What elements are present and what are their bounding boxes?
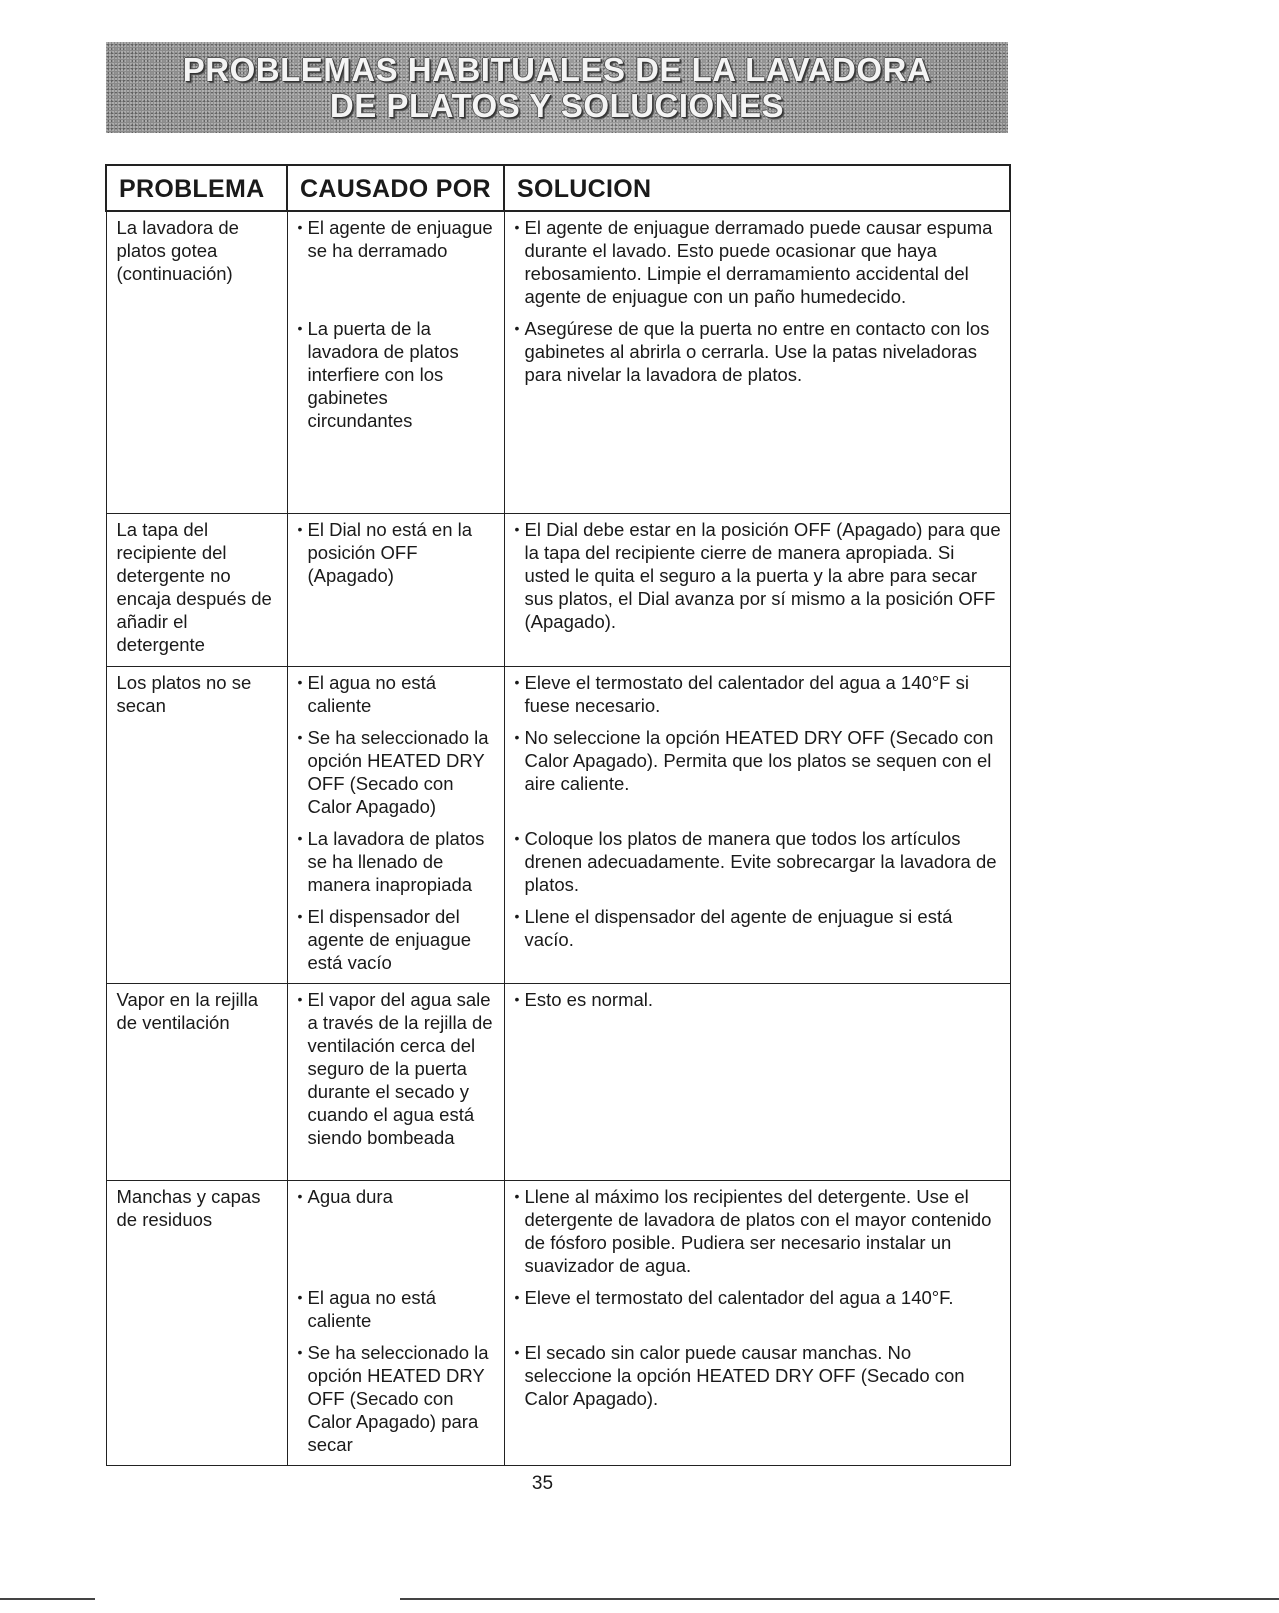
- cause-item: [298, 671, 498, 717]
- solution-text: El agente de enjuague derramado puede causar espuma durante el lavado. Esto puede ocasionar que haya rebosamiento. Limpie el derramamiento accidental del agente de enjuague con un paño humedecido.: [524, 217, 993, 307]
- solution-item: [515, 1185, 1004, 1277]
- table-row: [106, 1180, 1010, 1465]
- cause-cell: [287, 211, 504, 513]
- bullet-icon: •: [297, 990, 303, 1007]
- bullet-icon: •: [514, 728, 520, 745]
- bullet-icon: •: [297, 320, 303, 336]
- bullet-icon: •: [514, 219, 520, 235]
- page-title-line-2: DE PLATOS Y SOLUCIONES: [329, 86, 785, 124]
- bullet-icon: •: [514, 907, 520, 924]
- bullet-icon: •: [297, 1288, 303, 1305]
- solution-text: El Dial debe estar en la posición OFF (Apagado) para que la tapa del recipiente cierre de manera apropiada. Si usted le quita el seguro a la puerta y la abre para secar sus platos, el Dial avanza por sí mismo a la posición OFF (Apagado).: [524, 518, 1001, 632]
- cause-text: El vapor del agua sale a través de la rejilla de ventilación cerca del seguro de la puerta durante el secado y cuando el agua está siendo bombeada: [307, 988, 493, 1148]
- cause-item: [298, 518, 498, 587]
- cause-item: [298, 827, 498, 896]
- solution-text: Asegúrese de que la puerta no entre en contacto con los gabinetes al abrirla o cerrarla. Use la patas niveladoras para nivelar la lavadora de platos.: [524, 318, 990, 385]
- bullet-icon: •: [297, 219, 303, 235]
- solution-text: Coloque los platos de manera que todos los artículos drenen adecuadamente. Evite sobrecargar la lavadora de platos.: [524, 827, 997, 895]
- cause-cell: [287, 666, 504, 983]
- cause-text: Agua dura: [307, 1185, 393, 1207]
- bullet-icon: •: [297, 728, 303, 745]
- footer-rule: [0, 1598, 95, 1600]
- solution-text: Llene el dispensador del agente de enjuague si está vacío.: [524, 905, 953, 950]
- bullet-icon: •: [514, 1343, 520, 1360]
- cause-text: La lavadora de platos se ha llenado de manera inapropiada: [307, 827, 485, 895]
- page-title-line-1: PROBLEMAS HABITUALES DE LA LAVADORA: [182, 50, 932, 88]
- table-body: [106, 211, 1010, 1465]
- problem-cell: Manchas y capas de residuos: [106, 1180, 287, 1465]
- cause-item: [298, 988, 498, 1149]
- solution-item: [515, 1286, 1004, 1332]
- troubleshooting-table: [105, 164, 1011, 1466]
- solution-text: No seleccione la opción HEATED DRY OFF (Secado con Calor Apagado). Permita que los platos se sequen con el aire caliente.: [524, 726, 994, 794]
- cause-text: La puerta de la lavadora de platos interfiere con los gabinetes circundantes: [307, 318, 459, 431]
- bullet-icon: •: [514, 990, 520, 1007]
- bullet-icon: •: [297, 520, 303, 537]
- footer-rule: [400, 1598, 1279, 1600]
- solution-text: Eleve el termostato del calentador del agua a 140°F.: [524, 1286, 954, 1308]
- bullet-icon: •: [297, 1343, 303, 1360]
- table-row: [106, 513, 1010, 666]
- header-problem: PROBLEMA: [106, 165, 287, 211]
- solution-item: [515, 216, 1004, 308]
- cause-text: El agua no está caliente: [307, 1286, 437, 1331]
- page-title-banner: [106, 42, 1008, 133]
- problem-cell: La lavadora de platos gotea (continuación): [106, 211, 287, 513]
- cause-cell: [287, 513, 504, 666]
- bullet-icon: •: [297, 907, 303, 924]
- solution-cell: [504, 983, 1010, 1180]
- cause-item: [298, 317, 498, 432]
- solution-text: Esto es normal.: [524, 988, 654, 1010]
- bullet-icon: •: [514, 829, 520, 846]
- solution-item: [515, 988, 1004, 1011]
- cause-text: Se ha seleccionado la opción HEATED DRY OFF (Secado con Calor Apagado) para secar: [307, 1341, 489, 1455]
- cause-text: El dispensador del agente de enjuague está vacío: [307, 905, 472, 973]
- cause-text: El Dial no está en la posición OFF (Apagado): [307, 518, 473, 586]
- cause-cell: [287, 1180, 504, 1465]
- solution-cell: [504, 513, 1010, 666]
- solution-cell: [504, 1180, 1010, 1465]
- solution-text: El secado sin calor puede causar manchas. No seleccione la opción HEATED DRY OFF (Secado con Calor Apagado).: [524, 1341, 965, 1409]
- cause-item: [298, 216, 498, 308]
- problem-cell: Los platos no se secan: [106, 666, 287, 983]
- bullet-icon: •: [514, 1187, 520, 1204]
- cause-cell: [287, 983, 504, 1180]
- bullet-icon: •: [514, 1288, 520, 1305]
- problem-cell: Vapor en la rejilla de ventilación: [106, 983, 287, 1180]
- solution-text: Eleve el termostato del calentador del agua a 140°F si fuese necesario.: [524, 671, 969, 716]
- bullet-icon: •: [297, 1187, 303, 1204]
- bullet-icon: •: [297, 673, 303, 690]
- cause-text: El agua no está caliente: [307, 671, 437, 716]
- solution-item: [515, 827, 1004, 896]
- bullet-icon: •: [514, 673, 520, 690]
- header-cause: CAUSADO POR: [287, 165, 504, 211]
- solution-item: [515, 726, 1004, 818]
- solution-item: [515, 671, 1004, 717]
- cause-item: [298, 726, 498, 818]
- table-row: [106, 983, 1010, 1180]
- table-header-row: [106, 165, 1010, 211]
- cause-item: [298, 1286, 498, 1332]
- solution-item: [515, 905, 1004, 951]
- table-row: [106, 666, 1010, 983]
- solution-item: [515, 1341, 1004, 1410]
- solution-item: [515, 518, 1004, 633]
- cause-item: [298, 905, 498, 974]
- solution-text: Llene al máximo los recipientes del detergente. Use el detergente de lavadora de platos con el mayor contenido de fósforo posible. Pudiera ser necesario instalar un suavizador de agua.: [524, 1185, 992, 1276]
- solution-item: [515, 317, 1004, 386]
- table-row: [106, 211, 1010, 513]
- bullet-icon: •: [514, 320, 520, 336]
- header-solution: SOLUCION: [504, 165, 1010, 211]
- solution-cell: [504, 211, 1010, 513]
- solution-cell: [504, 666, 1010, 983]
- cause-item: [298, 1341, 498, 1456]
- cause-text: El agente de enjuague se ha derramado: [307, 217, 493, 261]
- problem-cell: La tapa del recipiente del detergente no encaja después de añadir el detergente: [106, 513, 287, 666]
- bullet-icon: •: [514, 520, 520, 537]
- cause-item: [298, 1185, 498, 1277]
- page-number: 35: [531, 1473, 554, 1494]
- cause-text: Se ha seleccionado la opción HEATED DRY OFF (Secado con Calor Apagado): [307, 726, 489, 817]
- bullet-icon: •: [297, 829, 303, 846]
